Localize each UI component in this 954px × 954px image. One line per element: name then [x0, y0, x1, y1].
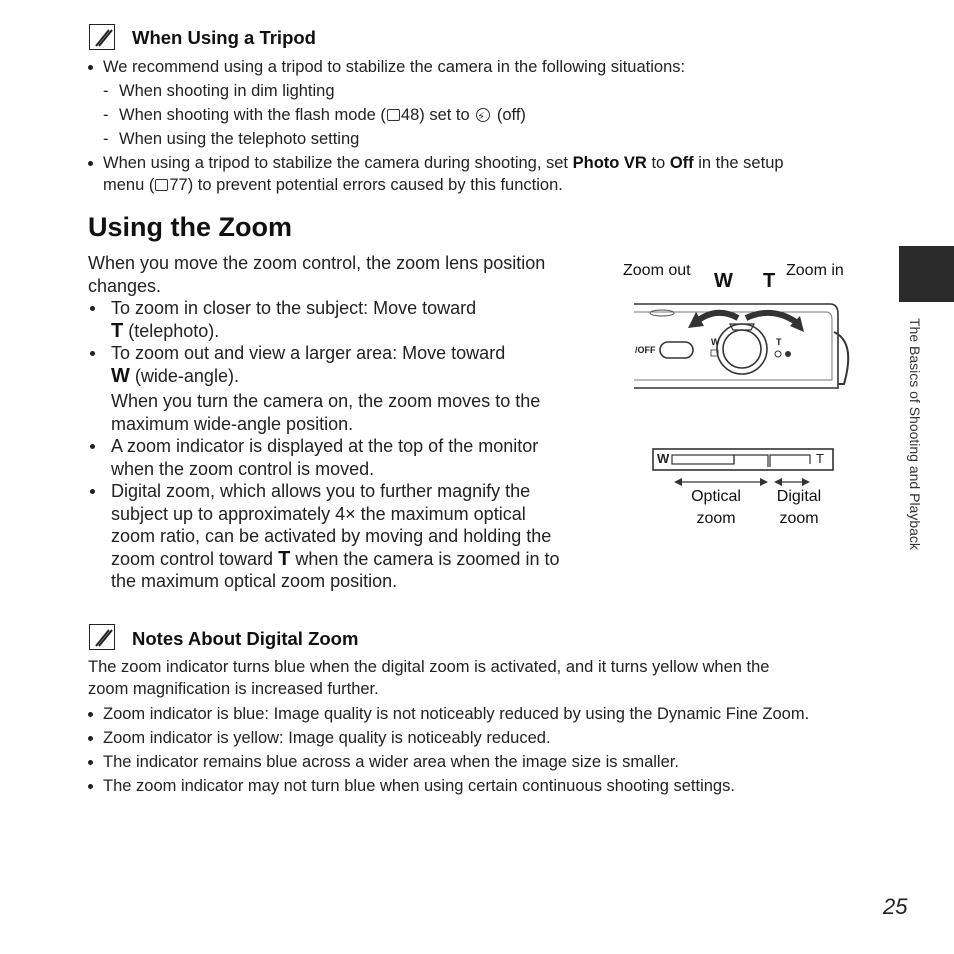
- note-pencil-icon: [89, 24, 115, 50]
- digital-note-paragraph: The zoom indicator turns blue when the digital zoom is activated, and it turns yellow when the zoom magnification is increased further.: [88, 658, 770, 698]
- flash-off-icon: [476, 108, 490, 122]
- zoom-out-label: Zoom out: [623, 262, 691, 279]
- tripod-note-title: When Using a Tripod: [132, 27, 316, 48]
- zoom-bullet-digital: Digital zoom, which allows you to further magnify the subject up to approximately 4× the maximum optical zoom ratio, can be activated by moving and holding the zoom control toward T when the camera is zoomed in to the maximum optical zoom position.: [111, 481, 560, 591]
- off-label: /OFF: [635, 345, 656, 355]
- indicator-w: W: [657, 451, 670, 466]
- digital-bullet-yellow: Zoom indicator is yellow: Image quality is noticeably reduced.: [103, 726, 551, 750]
- tripod-bullet-2: When using a tripod to stabilize the camera during shooting, set Photo VR to Off in the setup: [103, 151, 784, 175]
- tripod-dash-2: - When shooting with the flash mode ( 48) set to ⚡ (off): [119, 103, 526, 127]
- chapter-tab-label: The Basics of Shooting and Playback: [907, 318, 923, 550]
- digital-note-title: Notes About Digital Zoom: [132, 628, 359, 649]
- digital-bullet-blue: Zoom indicator is blue: Image quality is not noticeably reduced by using the Dynamic Fine Zoom.: [103, 702, 809, 726]
- book-ref-icon: [155, 179, 168, 191]
- tripod-dash-3: - When using the telephoto setting: [119, 127, 359, 151]
- chapter-tab: [899, 246, 954, 302]
- optical-zoom-label: Optical zoom: [691, 488, 741, 527]
- note-pencil-icon: [89, 624, 115, 650]
- tripod-bullet-1: We recommend using a tripod to stabilize the camera in the following situations:: [103, 55, 685, 79]
- zoom-intro: When you move the zoom control, the zoom lens position changes.: [88, 253, 546, 296]
- body-w-label: W: [711, 337, 720, 347]
- zoom-bullet-telephoto: To zoom in closer to the subject: Move toward T (telephoto).: [111, 298, 477, 342]
- tripod-bullet-2-line-2: menu ( 77) to prevent potential errors caused by this function.: [103, 176, 563, 194]
- section-heading: Using the Zoom: [88, 212, 292, 242]
- t-key-label: T: [763, 270, 776, 292]
- digital-bullet-continuous: The zoom indicator may not turn blue when using certain continuous shooting settings.: [103, 774, 735, 798]
- digital-bullet-wider: The indicator remains blue across a wider area when the image size is smaller.: [103, 750, 679, 774]
- body-t-label: T: [776, 337, 782, 347]
- digital-zoom-label: Digital zoom: [776, 488, 822, 527]
- tripod-dash-1: - When shooting in dim lighting: [119, 79, 335, 103]
- w-key-label: W: [714, 270, 733, 292]
- book-ref-icon: [387, 109, 400, 121]
- zoom-in-label: Zoom in: [786, 262, 844, 279]
- camera-top-illustration: [630, 292, 855, 402]
- indicator-t: T: [816, 451, 824, 466]
- zoom-bullet-wide: To zoom out and view a larger area: Move toward W (wide-angle).: [111, 343, 506, 387]
- zoom-wide-extra: When you turn the camera on, the zoom moves to the maximum wide-angle position.: [111, 391, 541, 434]
- page-number: 25: [883, 894, 908, 919]
- zoom-bullet-indicator: A zoom indicator is displayed at the top of the monitor when the zoom control is moved.: [111, 436, 539, 479]
